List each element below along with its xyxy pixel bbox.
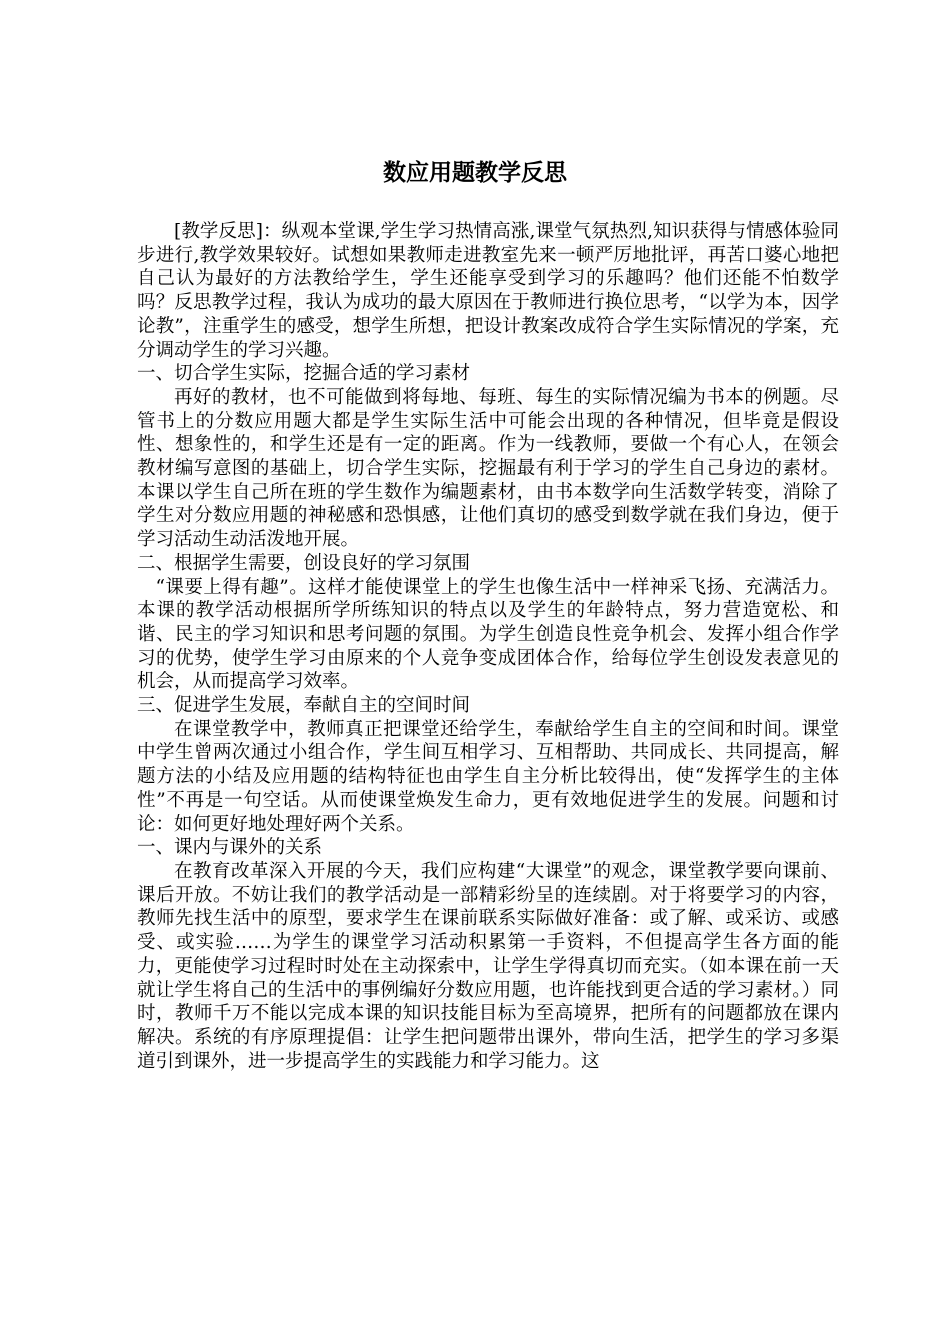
- section-heading-2: 二、根据学生需要，创设良好的学习氛围: [137, 552, 471, 574]
- paragraph-reflection-intro: [教学反思]：纵观本堂课,学生学习热情高涨,课堂气氛热烈,知识获得与情感体验同步进行,教学效果较好。试想如果教师走进教室先来一顿严厉地批评，再苦口婆心地把自己认为最好的方法教给学生，学生还能享受到学习的乐趣吗？他们还能不怕数学吗？反思教学过程，我认为成功的最大原因在于教师进行换位思考，“以学为本，因学论教”，注重学生的感受，想学生所想，把设计教案改成符合学生实际情况的学案，充分调动学生的学习兴趣。: [137, 221, 839, 361]
- paragraph-section-2: “课要上得有趣”。这样才能使课堂上的学生也像生活中一样神采飞扬、充满活力。本课的教学活动根据所学所练知识的特点以及学生的年龄特点，努力营造宽松、和谐、民主的学习知识和思考问题的氛围。为学生创造良性竞争机会、发挥小组合作学习的优势，使学生学习由原来的个人竞争变成团体合作，给每位学生创设发表意见的机会，从而提高学习效率。: [137, 576, 839, 693]
- section-heading-3: 三、促进学生发展，奉献自主的空间时间: [137, 695, 471, 717]
- paragraph-section-1: 再好的教材，也不可能做到将每地、每班、每生的实际情况编为书本的例题。尽管书上的分数应用题大都是学生实际生活中可能会出现的各种情况，但毕竟是假设性、想象性的，和学生还是有一定的距离。作为一线教师，要做一个有心人，在领会教材编写意图的基础上，切合学生实际，挖掘最有利于学习的学生自己身边的素材。本课以学生自己所在班的学生数作为编题素材，由书本数学向生活数学转变，消除了学生对分数应用题的神秘感和恐惧感，让他们真切的感受到数学就在我们身边，便于学习活动生动活泼地开展。: [137, 386, 839, 551]
- paragraph-section-3: 在课堂教学中，教师真正把课堂还给学生，奉献给学生自主的空间和时间。课堂中学生曾两次通过小组合作，学生间互相学习、互相帮助、共同成长、共同提高，解题方法的小结及应用题的结构特征也由学生自主分析比较得出，使“发挥学生的主体性”不再是一句空话。从而使课堂焕发生命力，更有效地促进学生的发展。问题和讨论：如何更好地处理好两个关系。: [137, 718, 839, 835]
- section-heading-1: 一、切合学生实际，挖掘合适的学习素材: [137, 363, 471, 385]
- paragraph-section-4: 在教育改革深入开展的今天，我们应构建“大课堂”的观念，课堂教学要向课前、课后开放。不妨让我们的教学活动是一部精彩纷呈的连续剧。对于将要学习的内容，教师先找生活中的原型，要求学生在课前联系实际做好准备：或了解、或采访、或感受、或实验……为学生的课堂学习活动积累第一手资料，不但提高学生各方面的能力，更能使学习过程时时处在主动探索中，让学生学得真切而充实。（如本课在前一天就让学生将自己的生活中的事例编好分数应用题，也许能找到更合适的学习素材。）同时，教师千万不能以完成本课的知识技能目标为至高境界，把所有的问题都放在课内解决。系统的有序原理提倡：让学生把问题带出课外，带向生活，把学生的学习多渠道引到课外，进一步提高学生的实践能力和学习能力。这: [137, 860, 839, 1072]
- document-body: [137, 220, 839, 1073]
- section-heading-4: 一、课内与课外的关系: [137, 837, 323, 859]
- document-title: 数应用题教学反思: [383, 159, 567, 186]
